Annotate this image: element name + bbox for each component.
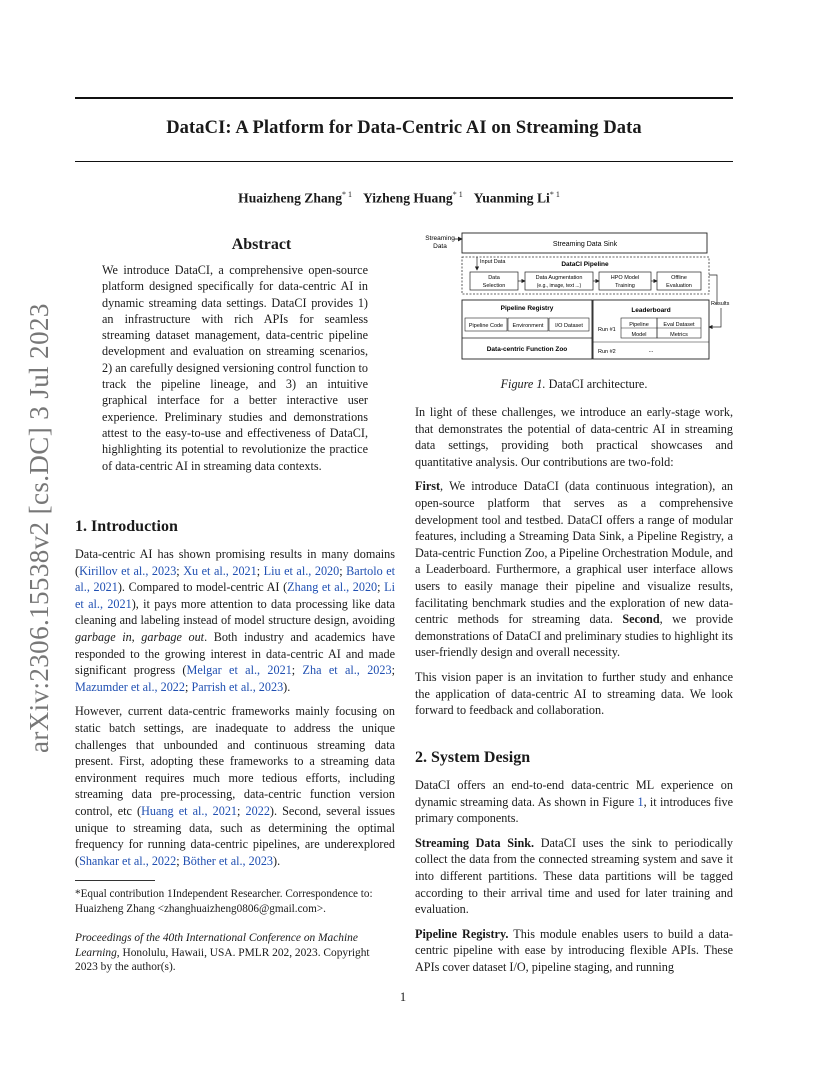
- registry-label: Pipeline Registry: [500, 305, 554, 312]
- paragraph-text: ). Compared to model-centric AI (: [117, 580, 288, 595]
- paragraph-text: ).: [273, 853, 281, 868]
- citation-link[interactable]: Mazumder et al., 2022: [75, 679, 185, 694]
- caption-text: DataCI architecture.: [545, 377, 648, 391]
- lb-header: Eval Dataset: [663, 322, 695, 328]
- intro-paragraph-1: [75, 546, 395, 695]
- right-paragraph-1: In light of these challenges, we introduce an early-stage work, that demonstrates the potential of data-centric AI in streaming data settings, providing both practical showcases and quantitative analysis. Our contributions are two-fold:: [415, 405, 733, 469]
- paragraph-text: ), it pays more attention to data processing like data cleaning and labeling instead of model structure design, avoiding: [75, 596, 396, 628]
- citation-link[interactable]: Parrish et al., 2023: [191, 679, 284, 694]
- proceedings-note: [75, 931, 395, 975]
- registry-text: This module enables users to build a data-centric pipeline with ease by introducing flexible APIs. These APIs cover dataset I/O, pipeline staging, and running: [415, 926, 733, 974]
- arxiv-watermark: arXiv:2306.15538v2 [cs.DC] 3 Jul 2023: [24, 303, 54, 753]
- paragraph-text: However, current data-centric frameworks mainly focusing on static batch settings, are inadequate to address the unique challenges that unbounded and continuous streaming data present. First, adopting these frameworks to a streaming data environment requires much more tedious efforts, including streaming data pre-processing, data-centric function version control, etc (: [75, 704, 395, 818]
- right-paragraph-3: This vision paper is an invitation to further study and enhance the application of data-centric AI to streaming data. We look forward to feedback and collaboration.: [415, 669, 733, 718]
- lb-header: Pipeline: [629, 322, 649, 328]
- box-label: Offline: [671, 275, 687, 281]
- citation-link[interactable]: Bartolo et al., 2021: [75, 563, 396, 595]
- results-label: Results: [711, 301, 730, 307]
- section-heading-introduction: 1. Introduction: [75, 518, 178, 535]
- footnote-rule: [75, 880, 155, 881]
- box-label: Evaluation: [666, 283, 692, 289]
- proceedings-details: , Honolulu, Hawaii, USA. PMLR 202, 2023. Copyright 2023 by the author(s).: [75, 946, 370, 974]
- right-column: [415, 404, 733, 727]
- paragraph-text: ;: [176, 563, 184, 578]
- author-marks: * 1: [342, 190, 353, 199]
- section-heading-system-design: 2. System Design: [415, 749, 531, 766]
- first-text: , We introduce DataCI (data continuous integration), an open-source platform that serves as a comprehensive development tool and testbed. DataCI offers a range of modular features, including a Streaming Data Sink, a Pipeline Registry, a Data-centric Function Zoo, a Pipeline Orchestration Module, and a Leaderboard. Furthermore, a graphical user interface allows users to easily manage their pipeline and visualize results, facilitating benchmark studies and the exploration of new data-centric methods for streaming data.: [415, 479, 733, 627]
- input-data-label: Input Data: [480, 259, 506, 265]
- box-label: Data: [488, 275, 500, 281]
- citation-link[interactable]: Huang et al., 2021: [141, 803, 238, 818]
- paragraph-text: ;: [291, 663, 303, 678]
- sink-heading: Streaming Data Sink.: [415, 835, 535, 850]
- footnote: *Equal contribution 1Independent Researcher. Correspondence to: Huaizheng Zhang <zhanghuaizheng0806@gmail.com>.: [75, 888, 373, 915]
- run-label: Run #1: [598, 327, 616, 333]
- second-label: Second: [622, 612, 660, 627]
- abstract-heading: Abstract: [231, 236, 292, 253]
- pipeline-title: DataCI Pipeline: [561, 261, 609, 268]
- citation-link[interactable]: Xu et al., 2021: [183, 563, 257, 578]
- registry-item: Pipeline Code: [468, 323, 504, 329]
- author-marks: * 1: [549, 190, 560, 199]
- author-name: Huaizheng Zhang: [238, 190, 343, 206]
- citation-link[interactable]: Li et al., 2021: [75, 580, 395, 611]
- box-label: Selection: [482, 283, 506, 289]
- zoo-label: Data-centric Function Zoo: [486, 346, 568, 353]
- ellipsis: ...: [648, 348, 654, 354]
- intro-paragraph-2: [75, 703, 395, 869]
- author-marks: * 1: [452, 190, 463, 199]
- citation-link[interactable]: Böther et al., 2023: [182, 853, 274, 868]
- paragraph-text: Data-centric AI has shown promising results in many domains (: [75, 547, 395, 578]
- citation-link[interactable]: Melgar et al., 2021: [186, 663, 292, 678]
- box-label: HPO Model: [610, 275, 640, 281]
- author-name: Yuanming Li: [473, 190, 550, 206]
- paper-title: DataCI: A Platform for Data-Centric AI on Streaming Data: [166, 118, 642, 138]
- citation-link[interactable]: Kirillov et al., 2023: [79, 563, 177, 578]
- intro-column: [75, 546, 395, 877]
- emphasis-text: garbage in, garbage out: [75, 629, 205, 644]
- lb-sub: Metrics: [670, 332, 688, 338]
- paragraph-text: . Both industry and academics have responded to the growing interest in data-centric AI and made significant progress (: [75, 629, 395, 678]
- top-rule: [75, 97, 733, 99]
- box-label: Training: [615, 283, 635, 289]
- sysdesign-paragraph-1: [415, 777, 733, 827]
- paragraph-text: ). Second, several issues unique to streaming data, such as determining the optimal frequency for running data-centric pipelines, are underexplored (: [75, 803, 395, 868]
- registry-item: Environment: [512, 323, 544, 329]
- streaming-data-label: Streaming: [425, 235, 455, 242]
- paragraph-text: ;: [185, 679, 192, 694]
- run-label: Run #2: [598, 349, 616, 355]
- sysdesign-text: DataCI offers an end-to-end data-centric ML experience on dynamic streaming data. As shown in Figure: [415, 778, 733, 809]
- figure-caption: [415, 377, 733, 392]
- author-list: [0, 190, 806, 207]
- system-design-column: [415, 777, 733, 984]
- paragraph-text: ;: [391, 663, 395, 678]
- figure-ref-link[interactable]: 1: [637, 794, 644, 809]
- right-paragraph-2: [415, 478, 733, 661]
- leaderboard-label: Leaderboard: [631, 307, 671, 314]
- author-name: Yizheng Huang: [362, 190, 453, 206]
- box-label: Data Augmentation: [535, 275, 583, 281]
- sysdesign-text: , it introduces five primary components.: [415, 794, 733, 826]
- citation-link[interactable]: Liu et al., 2020: [263, 563, 340, 578]
- paragraph-text: ;: [339, 563, 347, 578]
- title-rule: [75, 161, 733, 162]
- registry-heading: Pipeline Registry.: [415, 926, 509, 941]
- paragraph-text: ;: [377, 580, 385, 595]
- figure-architecture: [415, 230, 733, 365]
- paragraph-text: ;: [237, 803, 246, 818]
- citation-link[interactable]: 2022: [245, 803, 270, 818]
- sink-label: Streaming Data Sink: [552, 241, 618, 248]
- sink-text: DataCI uses the sink to periodically collect the data from the connected streaming system and save it into different partitions. These data partitions will be tagged according to their arrival time and used for later training and evaluation.: [415, 835, 733, 917]
- paragraph-text: ).: [283, 679, 291, 694]
- paragraph-text: ;: [176, 853, 183, 868]
- sysdesign-paragraph-2: [415, 835, 733, 918]
- box-label: (e.g., image, text ...): [536, 283, 582, 289]
- sysdesign-paragraph-3: [415, 926, 733, 976]
- abstract-text: We introduce DataCI, a comprehensive open-source platform designed specifically for data-centric AI in dynamic streaming data settings. DataCI provides 1) an infrastructure with rich APIs for seamless streaming dataset management, data-centric pipeline development and evaluation on streaming scenarios, 2) an carefully designed versioning control function to track the pipeline lineage, and 3) an intuitive graphical interface for a better interactive user experience. Preliminary studies and demonstrations attest to the easy-to-use and effectiveness of DataCI, highlighting its potential to revolutionize the practice of data-centric AI in streaming data contexts.: [102, 263, 368, 473]
- proceedings-venue: Proceedings of the 40th International Conference on Machine Learning: [75, 932, 358, 959]
- citation-link[interactable]: Zha et al., 2023: [302, 663, 392, 678]
- caption-label: Figure 1.: [500, 377, 546, 391]
- citation-link[interactable]: Shankar et al., 2022: [79, 853, 177, 868]
- first-label: First: [415, 479, 441, 494]
- registry-item: I/O Dataset: [555, 323, 583, 329]
- paragraph-text: ;: [256, 563, 264, 578]
- page-number: 1: [399, 990, 407, 1004]
- lb-sub: Model: [631, 332, 647, 338]
- streaming-data-label: Data: [433, 243, 447, 250]
- second-text: , we provide demonstrations of DataCI and preliminary studies to highlight its user-friendly design and overall necessity.: [415, 612, 733, 660]
- citation-link[interactable]: Zhang et al., 2020: [287, 580, 378, 595]
